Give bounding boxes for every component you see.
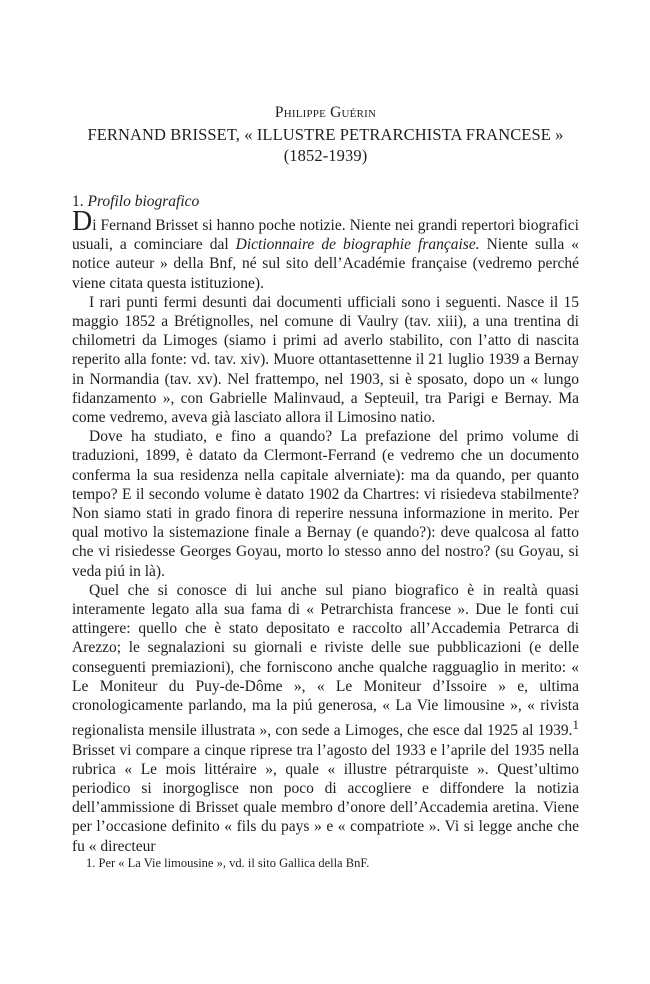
paragraph-4 [72,581,579,856]
body-text [72,206,579,856]
paragraph-4-text-a: Quel che si conosce di lui anche sul piano biografico è in realtà quasi interamente legato alla sua fama di « Petrarchista francese ». Due le fonti cui attingere: quello che è stato depositato e raccolto all’Accademia Petrarca di Arezzo; le segnalazioni su giornali e riviste delle sue pubblicazioni (e delle conseguenti premiazioni), che forniscono anche qualche ragguaglio in merito: « Le Moniteur du Puy-de-Dôme », « Le Moniteur d’Issoire » e, ultima cronologicamente parlando, ma la piú generosa, « La Vie limousine », « rivista regionalista mensile illustrata », con sede a Limoges, che esce dal 1925 al 1939. [72,581,579,740]
paragraph-2: I rari punti fermi desunti dai documenti ufficiali sono i seguenti. Nasce il 15 maggio 1852 a Brétignolles, nel comune di Vaulry (tav. xiii), a una trentina di chilometri da Limoges (siamo i primi ad averlo stabilito, con l’atto di nascita reperito alla fonte: vd. tav. xiv). Muore ottantasettenne il 21 luglio 1939 a Bernay in Normandia (tav. xv). Nel frattempo, nel 1903, si è sposato, dopo un « lungo fidanzamento », con Gabrielle Malinvaud, a Septeuil, tra Parigi e Bernay. Ma come vedremo, aveva già lasciato allora il Limosino natio. [72,293,579,427]
paragraph-1-text-b: Niente sulla « notice auteur » della Bnf, né sul sito dell’Académie française (vedremo perché viene citata questa istituzione). [72,236,579,292]
drop-cap: D [72,206,93,237]
paragraph-1 [72,206,579,293]
article-title [72,124,579,166]
section-number: 1. [72,193,84,210]
paragraph-1-italic-title: Dictionnaire de biographie française. [235,236,480,254]
footnote: 1. Per « La Vie limousine », vd. il sito Gallica della BnF. [86,856,370,870]
section-title: Profilo biografico [87,193,200,210]
paragraph-1-text-a: i Fernand Brisset si hanno poche notizie. Niente nei grandi repertori biografici usuali, a cominciare dal [72,217,579,254]
paragraph-3: Dove ha studiato, e fino a quando? La prefazione del primo volume di traduzioni, 1899, è datato da Clermont-Ferrand (e vedremo che un documento conferma la sua residenza nella capitale alverniate): ma da quando, per quanto tempo? E il secondo volume è datato 1902 da Chartres: vi risiedeva stabilmente? Non siamo stati in grado finora di reperire nessuna informazione in merito. Per qual motivo la sistemazione finale a Bernay (e quando?): deve qualcosa al fatto che vi risiedesse Georges Goyau, morto lo stesso anno del nostro? (su Goyau, si veda piú in là). [72,428,579,580]
paragraph-4-text-b: Brisset vi compare a cinque riprese tra l’agosto del 1933 e l’aprile del 1935 nella rubrica « Le mois littéraire », quale « illustre pétrarquiste ». Quest’ultimo periodico si inorgoglisce non poco di accogliere e diffondere la notizia dell’ammissione di Brisset quale membro d’onore dell’Accademia aretina. Viene per l’occasione definito « fils du pays » e « compatriote ». Vi si legge anche che fu « directeur [72,741,579,855]
title-line-2: (1852-1939) [283,146,368,165]
footnote-reference[interactable]: 1 [572,717,579,733]
title-line-1: FERNAND BRISSET, « ILLUSTRE PETRARCHISTA FRANCESE » [87,125,564,144]
author-name: Philippe Guérin [274,104,377,121]
